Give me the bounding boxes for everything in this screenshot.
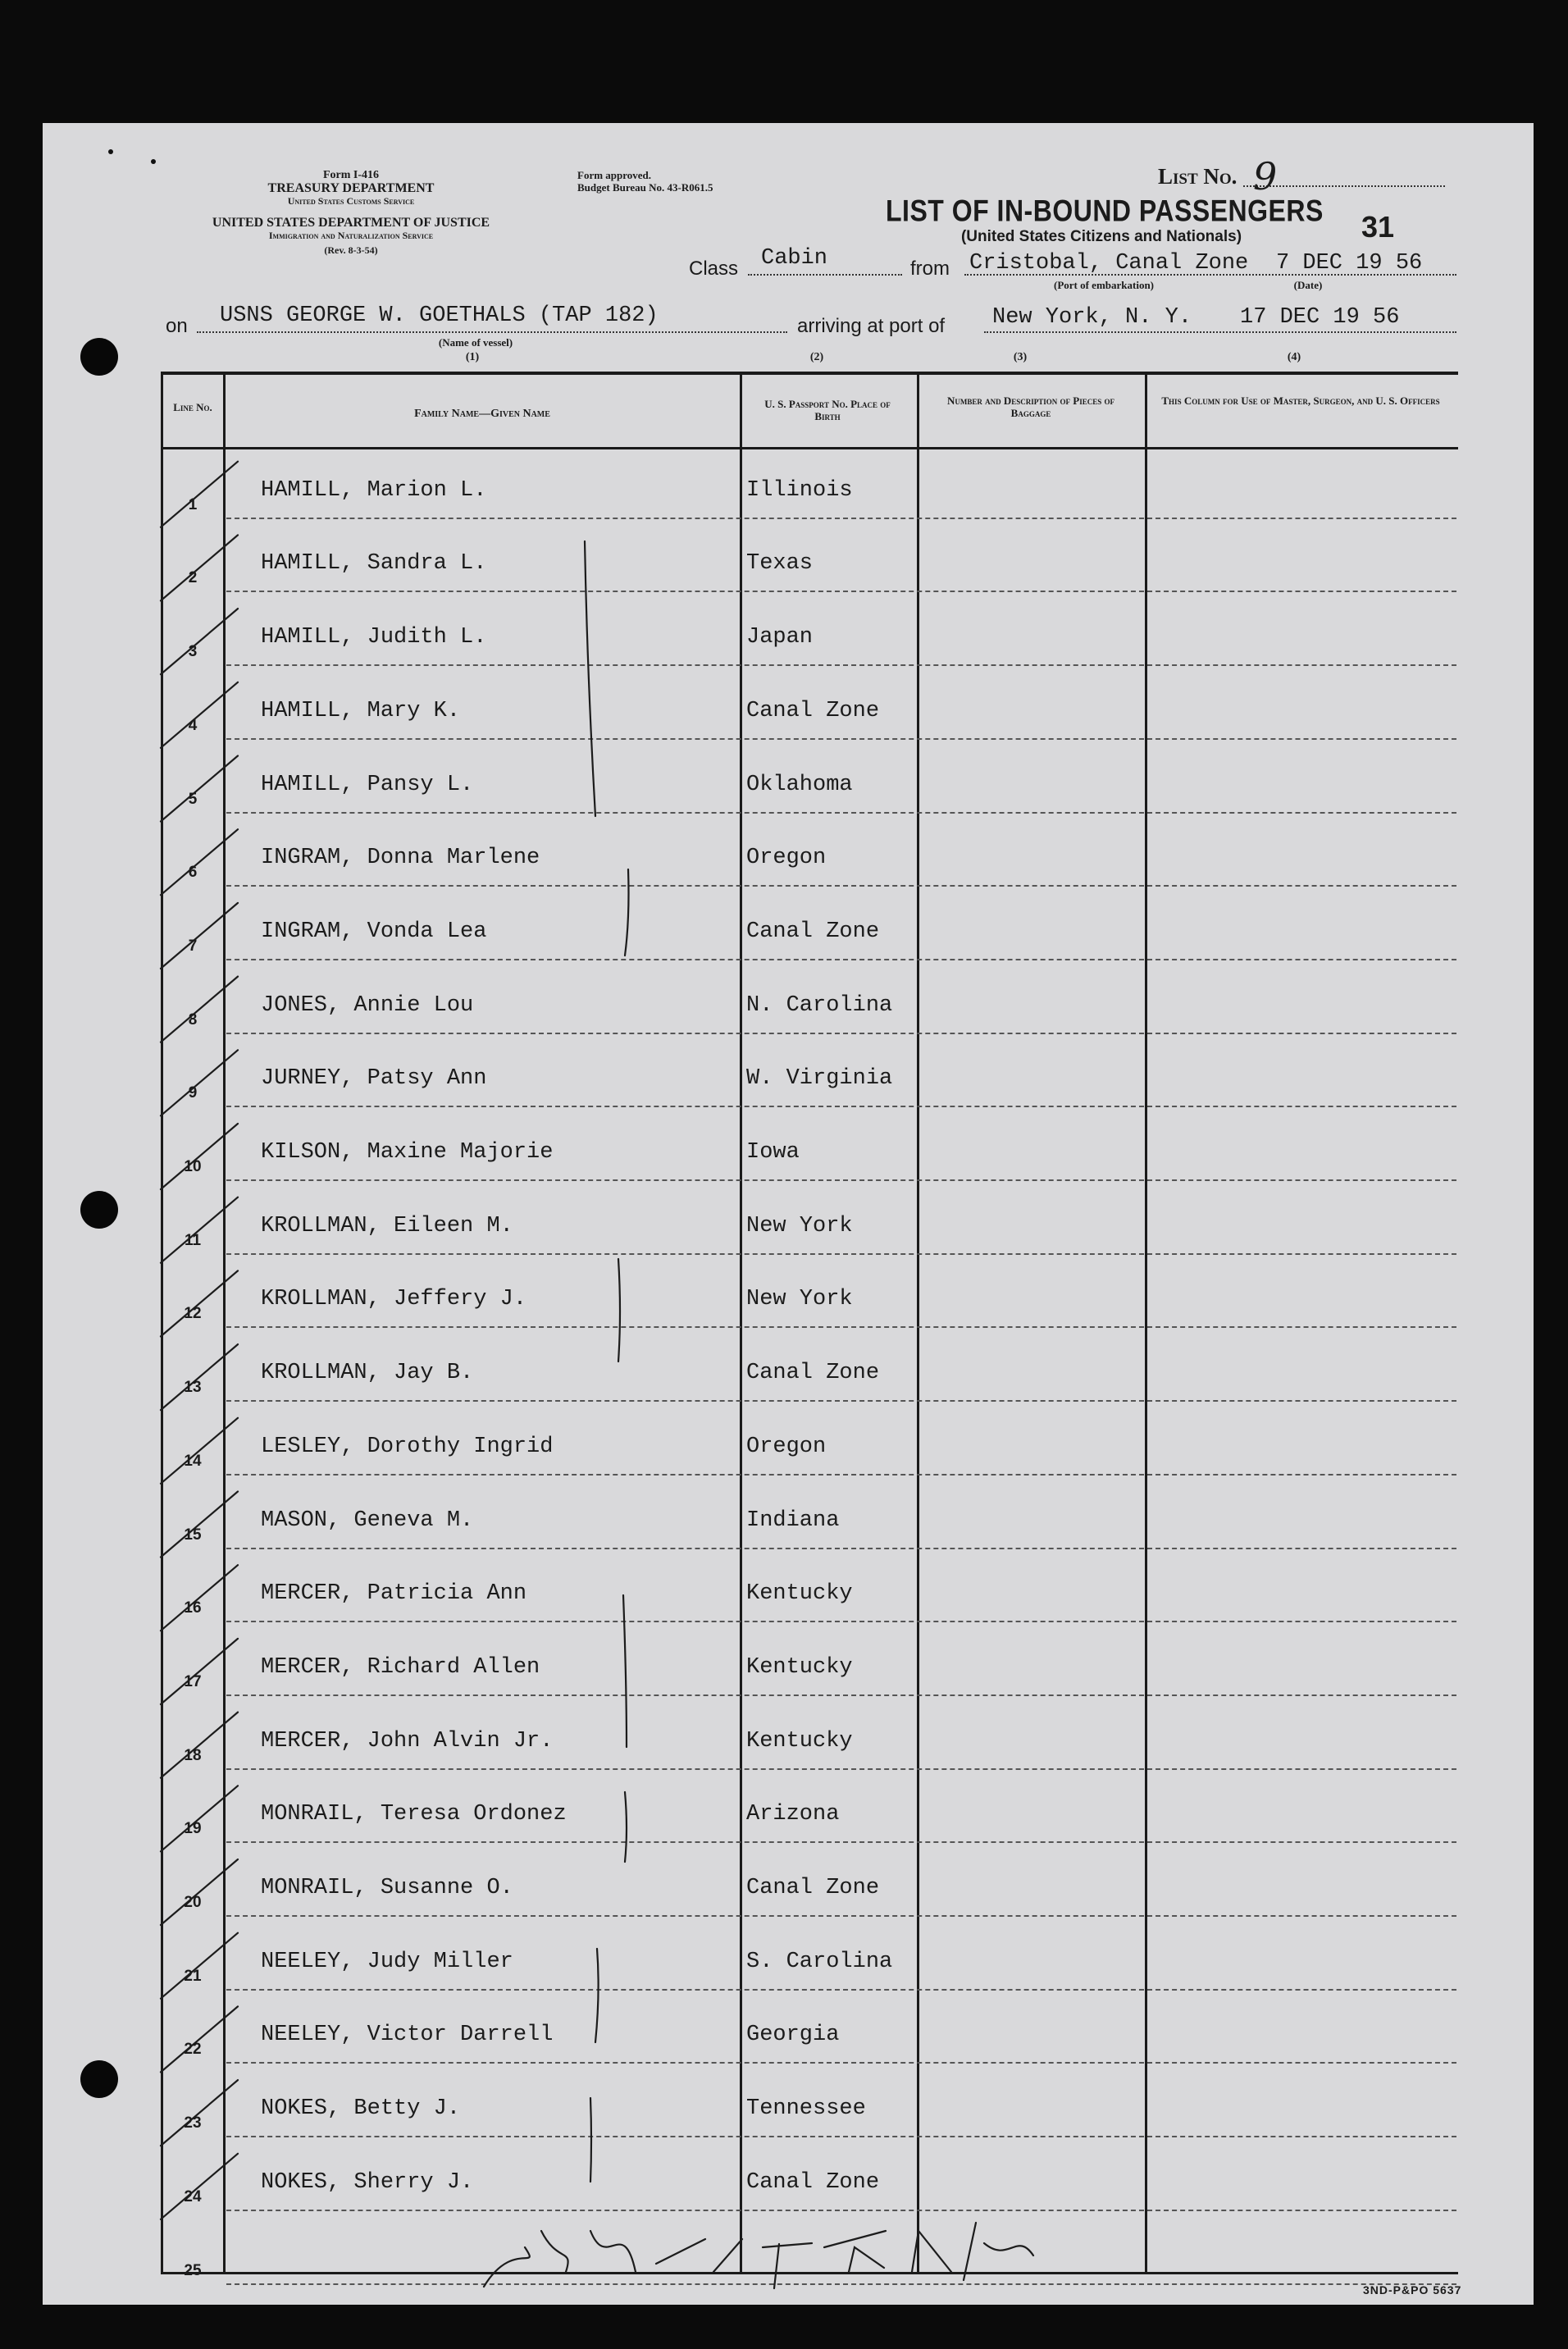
check-mark — [161, 1197, 238, 1263]
place-of-birth: Canal Zone — [746, 1876, 880, 1900]
check-mark — [161, 756, 238, 822]
passenger-name: JURNEY, Patsy Ann — [261, 1066, 487, 1092]
passenger-name: KROLLMAN, Eileen M. — [261, 1213, 513, 1238]
passenger-name: MERCER, Patricia Ann — [261, 1581, 527, 1607]
passenger-name: KROLLMAN, Jeffery J. — [261, 1287, 527, 1312]
line-number: 22 — [184, 2041, 202, 2059]
on-label: on — [166, 315, 188, 337]
check-mark — [161, 1713, 238, 1778]
line-number: 6 — [188, 864, 198, 882]
justice-dept: UNITED STATES DEPARTMENT OF JUSTICE — [212, 216, 490, 230]
passenger-name: MONRAIL, Teresa Ordonez — [261, 1802, 567, 1827]
check-mark — [161, 609, 238, 674]
class-label: Class — [689, 258, 739, 280]
place-of-birth: Japan — [746, 625, 814, 650]
line-number: 13 — [184, 1379, 202, 1397]
port-caption: (Port of embarkation) — [1053, 279, 1155, 291]
check-mark — [161, 1859, 238, 1925]
place-of-birth: S. Carolina — [746, 1949, 893, 1974]
check-mark — [161, 1933, 238, 1999]
passenger-name: INGRAM, Vonda Lea — [261, 919, 487, 944]
passenger-name: INGRAM, Donna Marlene — [261, 846, 540, 871]
class-value: Cabin — [761, 246, 828, 271]
line-number: 11 — [184, 1231, 202, 1249]
line-number: 15 — [184, 1526, 202, 1544]
passenger-name: NEELEY, Judy Miller — [261, 1949, 513, 1974]
check-mark — [161, 903, 238, 969]
line-number: 17 — [184, 1672, 202, 1690]
passenger-name: HAMILL, Judith L. — [261, 625, 487, 650]
line-number: 16 — [184, 1599, 202, 1617]
passenger-name: KILSON, Maxine Majorie — [261, 1140, 554, 1165]
check-mark — [161, 977, 238, 1042]
check-mark — [161, 2080, 238, 2146]
place-of-birth: Texas — [746, 551, 814, 577]
passenger-name: HAMILL, Pansy L. — [261, 772, 474, 797]
header-name: Family Name—Given Name — [414, 408, 550, 420]
place-of-birth: Iowa — [746, 1140, 800, 1165]
passenger-name: LESLEY, Dorothy Ingrid — [261, 1434, 554, 1459]
vessel-caption: (Name of vessel) — [438, 336, 513, 349]
check-mark — [161, 535, 238, 600]
footer-print-code: 3ND-P&PO 5637 — [1363, 2283, 1462, 2297]
vessel-name: USNS GEORGE W. GOETHALS (TAP 182) — [220, 303, 659, 328]
place-of-birth: Oregon — [746, 846, 827, 871]
line-number: 9 — [188, 1084, 198, 1102]
passenger-name: NOKES, Sherry J. — [261, 2169, 474, 2195]
line-number: 24 — [184, 2187, 202, 2205]
line-number: 10 — [184, 1158, 202, 1175]
check-mark — [161, 1418, 238, 1484]
form-approved: Form approved. — [577, 169, 652, 181]
col-num-1: (1) — [465, 351, 480, 363]
line-number: 2 — [188, 569, 198, 587]
line-number: 23 — [184, 2114, 202, 2132]
place-of-birth: Indiana — [746, 1507, 840, 1533]
line-number: 1 — [188, 495, 198, 513]
line-number: 18 — [184, 1746, 202, 1764]
passenger-name: JONES, Annie Lou — [261, 992, 474, 1018]
place-of-birth: New York — [746, 1287, 853, 1312]
arrival-port: New York, N. Y. — [992, 305, 1192, 330]
header-passport: U. S. Passport No. Place of Birth — [764, 398, 891, 422]
check-mark — [161, 1124, 238, 1189]
check-mark — [161, 829, 238, 895]
check-mark — [161, 2154, 238, 2219]
place-of-birth: Oregon — [746, 1434, 827, 1459]
list-no-value: 9 — [1253, 154, 1278, 198]
from-label: from — [910, 258, 950, 280]
place-of-birth: W. Virginia — [746, 1066, 893, 1092]
check-mark — [161, 1492, 238, 1558]
line-number: 12 — [184, 1305, 202, 1323]
form-number: Form I-416 — [322, 169, 380, 181]
form-subtitle: (United States Citizens and Nationals) — [960, 228, 1242, 245]
passenger-name: HAMILL, Marion L. — [261, 477, 487, 503]
arriving-label: arriving at port of — [797, 315, 946, 337]
header-officers: This Column for Use of Master, Surgeon, and U. S. Officers — [1161, 395, 1440, 407]
customs-service: United States Customs Service — [287, 195, 415, 207]
place-of-birth: Georgia — [746, 2023, 840, 2048]
place-of-birth: Oklahoma — [746, 772, 853, 797]
line-number: 8 — [188, 1010, 198, 1029]
col-num-4: (4) — [1287, 351, 1301, 363]
line-number: 21 — [184, 1967, 202, 1985]
passenger-name: NEELEY, Victor Darrell — [261, 2023, 554, 2048]
col-num-3: (3) — [1013, 351, 1028, 363]
passenger-name: NOKES, Betty J. — [261, 2096, 461, 2122]
line-number: 5 — [188, 790, 198, 808]
passenger-name: MONRAIL, Susanne O. — [261, 1876, 513, 1900]
check-mark — [161, 1565, 238, 1631]
line-number: 19 — [184, 1820, 202, 1838]
check-mark — [161, 1639, 238, 1704]
check-mark — [161, 2006, 238, 2072]
place-of-birth: New York — [746, 1213, 853, 1238]
date-caption: (Date) — [1293, 279, 1323, 291]
page-number: 31 — [1361, 210, 1395, 244]
place-of-birth: N. Carolina — [746, 992, 893, 1018]
place-of-birth: Canal Zone — [746, 1361, 880, 1386]
revision-date: (Rev. 8-3-54) — [324, 244, 378, 256]
header-line-no: Line No. — [173, 401, 212, 413]
line-number: 14 — [184, 1452, 202, 1470]
header-baggage: Number and Description of Pieces of Baggage — [947, 395, 1114, 419]
passenger-name: KROLLMAN, Jay B. — [261, 1361, 474, 1386]
line-number: 25 — [184, 2261, 202, 2279]
budget-bureau: Budget Bureau No. 43-R061.5 — [577, 181, 713, 194]
line-number: 7 — [188, 937, 198, 955]
passenger-name: MERCER, Richard Allen — [261, 1654, 540, 1680]
line-number: 3 — [188, 643, 198, 661]
place-of-birth: Kentucky — [746, 1654, 853, 1680]
departure-date: 7 DEC 19 56 — [1276, 251, 1423, 276]
line-number: 4 — [188, 716, 198, 734]
arrival-date: 17 DEC 19 56 — [1240, 305, 1400, 330]
place-of-birth: Canal Zone — [746, 919, 880, 944]
place-of-birth: Illinois — [746, 477, 853, 503]
line-number: 20 — [184, 1894, 202, 1911]
passenger-name: MASON, Geneva M. — [261, 1507, 474, 1533]
passenger-name: HAMILL, Sandra L. — [261, 551, 487, 577]
place-of-birth: Arizona — [746, 1802, 840, 1827]
check-mark — [161, 1050, 238, 1115]
check-mark — [161, 1786, 238, 1851]
list-no-label: List No. — [1158, 164, 1238, 189]
check-mark — [161, 1270, 238, 1336]
place-of-birth: Kentucky — [746, 1728, 853, 1754]
embarkation-port: Cristobal, Canal Zone — [969, 251, 1249, 276]
ins-service: Immigration and Naturalization Service — [268, 230, 434, 241]
check-mark — [161, 682, 238, 748]
check-mark — [161, 1344, 238, 1410]
place-of-birth: Canal Zone — [746, 698, 880, 723]
col-num-2: (2) — [809, 351, 824, 363]
form-title: LIST OF IN-BOUND PASSENGERS — [886, 194, 1324, 228]
passenger-name: HAMILL, Mary K. — [261, 698, 461, 723]
place-of-birth: Kentucky — [746, 1581, 853, 1607]
place-of-birth: Canal Zone — [746, 2169, 880, 2195]
place-of-birth: Tennessee — [746, 2096, 866, 2122]
check-mark — [161, 462, 238, 527]
passenger-name: MERCER, John Alvin Jr. — [261, 1728, 554, 1754]
treasury-dept: TREASURY DEPARTMENT — [267, 181, 435, 195]
